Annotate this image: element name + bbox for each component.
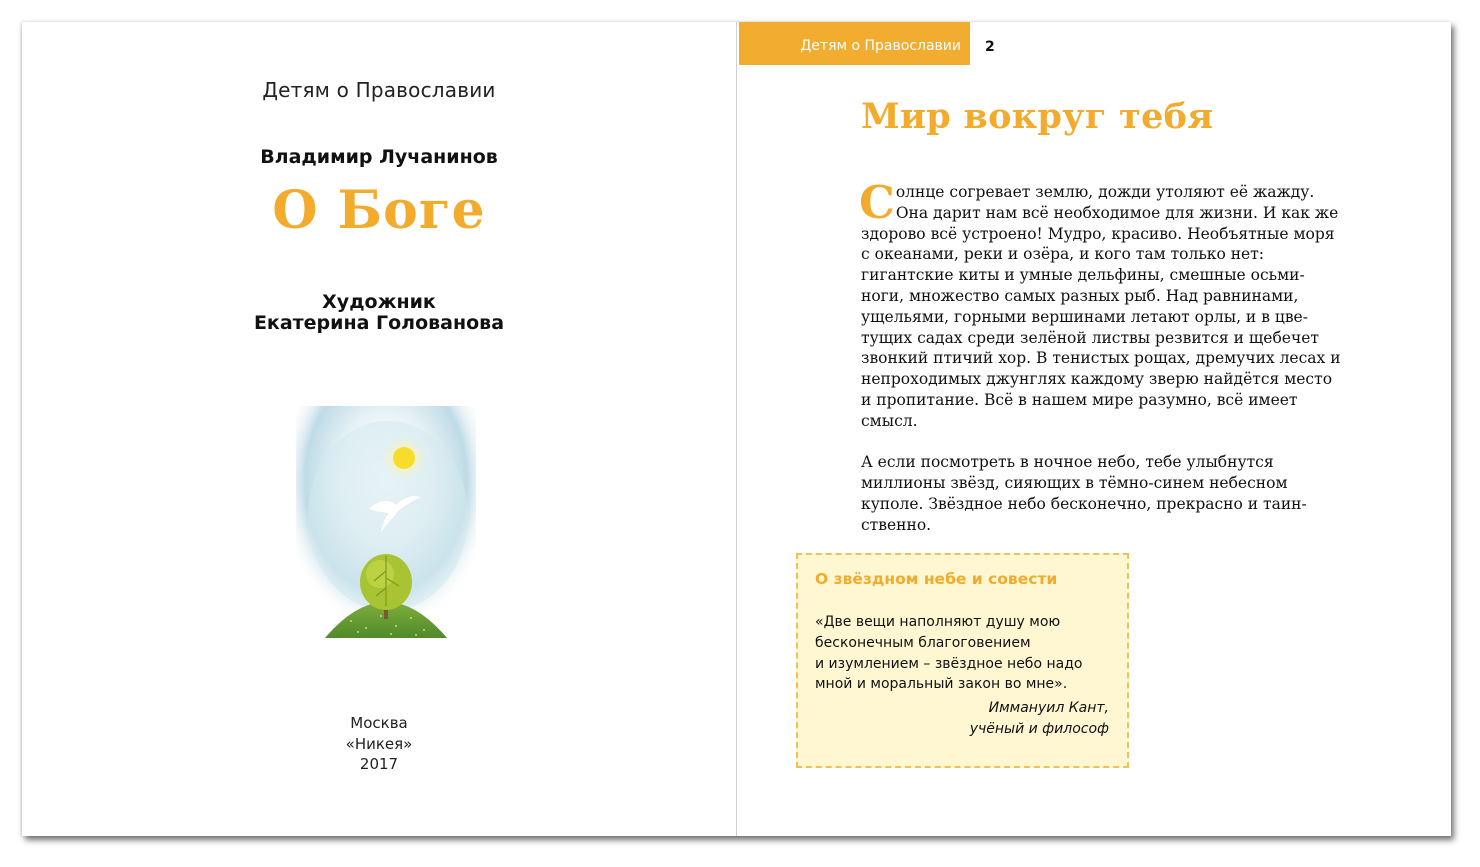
artist-credit <box>22 292 736 334</box>
chapter-title: Мир вокруг тебя <box>861 96 1214 137</box>
quote-line: и изумлением – звёздное небо надо <box>815 655 1083 672</box>
title-page <box>22 22 737 836</box>
author-name: Владимир Лучанинов <box>260 146 498 168</box>
publisher-info <box>22 713 736 775</box>
quote-attribution <box>970 698 1109 740</box>
quote-box-title: О звёздном небе и совести <box>815 570 1058 588</box>
sun-dove-tree-illustration <box>296 406 476 656</box>
publisher-year: 2017 <box>359 755 399 773</box>
paragraph-text: олнце согревает землю, дожди утоляют её жажду. Она дарит нам всё необходимое для жизни. И как же здорово всё устроено! Мудро, красиво. Необъятные моря с океанами, реки и озёра, и кого там только нет: гигантские киты и умные дельфины, смешные осьминоги, множество самых разных рыб. Над равнинами, ущельями, горными вершинами летают орлы, и в цветущих садах среди зелёной листвы резвится и щебечет звонкий птичий хор. В тенистых рощах, дремучих лесах и непроходимых джунглях каждому зверю найдётся место и пропитание. Всё в нашем мире разумно, всё имеет смысл. <box>861 183 1341 430</box>
publisher-city: Москва <box>350 714 408 732</box>
series-header-tab: Детям о Православии <box>739 22 970 65</box>
drop-cap: С <box>859 176 895 229</box>
paragraph: А если посмотреть в ночное небо, тебе улыбнутся миллионы звёзд, сияющих в тёмно-синем небесном куполе. Звёздное небо бесконечно, прекрасно и таинственно. <box>861 453 1307 534</box>
quote-line: мной и моральный закон во мне». <box>815 676 1068 693</box>
body-text <box>859 176 1341 536</box>
quote-line: бесконечным благоговением <box>815 634 1031 651</box>
artist-label: Художник <box>322 291 436 313</box>
artist-name: Екатерина Голованова <box>253 312 505 334</box>
quote-box <box>796 553 1129 768</box>
sun-icon <box>393 447 415 469</box>
book-title: О Боге <box>272 180 486 241</box>
content-page <box>737 22 1451 836</box>
paragraph <box>859 176 1341 432</box>
page-number: 2 <box>985 39 995 55</box>
quote-author: Иммануил Кант, <box>988 700 1109 716</box>
series-name: Детям о Православии <box>262 78 496 102</box>
book-spread <box>22 22 1451 836</box>
quote-text <box>815 612 1115 695</box>
quote-line: «Две вещи наполняют душу мою <box>815 614 1061 630</box>
publisher-name: «Никея» <box>345 734 413 753</box>
quote-author-role: учёный и философ <box>969 720 1109 737</box>
